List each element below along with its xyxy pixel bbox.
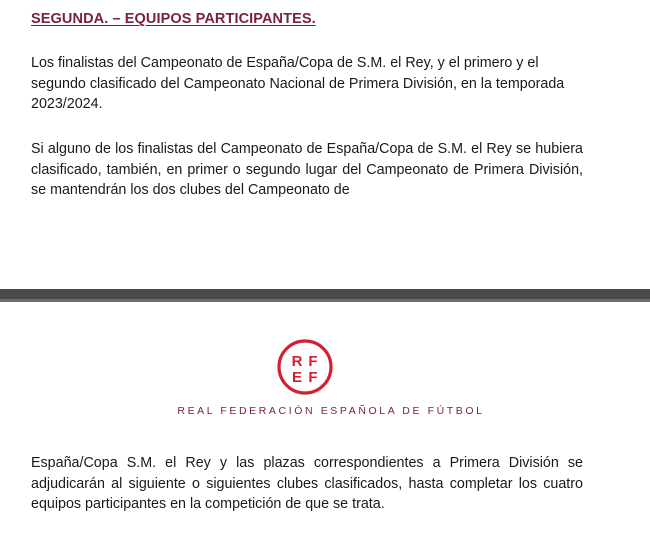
logo-letter-f1: F	[308, 353, 318, 370]
section-heading: SEGUNDA. – EQUIPOS PARTICIPANTES.	[31, 11, 316, 27]
rfef-logo-icon	[276, 338, 334, 396]
paragraph-continuation: España/Copa S.M. el Rey y las plazas correspondientes a Primera División se adjudicarán al siguiente o siguientes clubes clasificados, hasta completar los cuatro equipos participantes en la competición de que se trata.	[31, 455, 583, 512]
logo-letter-f2: F	[308, 369, 318, 386]
logo-letter-e: E	[291, 369, 303, 386]
federation-name: REAL FEDERACIÓN ESPAÑOLA DE FÚTBOL	[177, 405, 485, 417]
paragraph-finalists: Los finalistas del Campeonato de España/Copa de S.M. el Rey, y el primero y el segundo clasificado del Campeonato Nacional de Primera División, en la temporada 2023/2024.	[31, 55, 565, 112]
paragraph-exception: Si alguno de los finalistas del Campeonato de España/Copa de S.M. el Rey se hubiera clasificado, también, en primer o segundo lugar del Campeonato de Primera División, se mantendrán los dos clubes del Campeonato de	[31, 141, 583, 198]
logo-letter-r1: R	[291, 353, 303, 370]
page-separator	[0, 289, 650, 302]
